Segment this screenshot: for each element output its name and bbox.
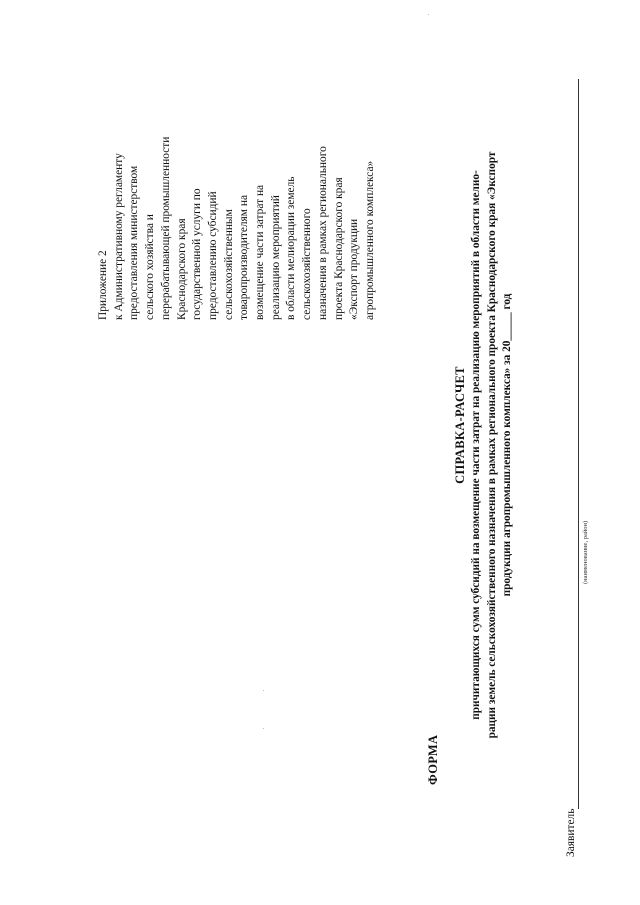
appendix-line: предоставления министерством — [128, 165, 141, 320]
appendix-line: назначения в рамках регионального — [316, 146, 329, 320]
appendix-line: проекта Краснодарского края — [332, 177, 345, 320]
appendix-line: в области мелиорации земель — [285, 176, 298, 320]
appendix-line: агропромышленного комплекса» — [363, 160, 376, 320]
appendix-line: реализацию мероприятий — [269, 195, 282, 320]
applicant-label: Заявитель — [565, 808, 577, 857]
form-label: ФОРМА — [426, 734, 440, 785]
applicant-hint: (наименование, район) — [582, 520, 589, 584]
appendix-line: перерабатывающей промышленности — [159, 136, 172, 320]
document-subtitle — [469, 45, 516, 845]
appendix-line: «Экспорт продукции — [348, 218, 361, 320]
appendix-line: государственной услуги по — [191, 188, 204, 320]
subtitle-line: причитающихся сумм субсидий на возмещение части затрат на реализацию мероприятий в области мелио- — [470, 170, 482, 720]
appendix-line: сельского хозяйства и — [144, 214, 157, 320]
document-title: СПРАВКА-РАСЧЕТ — [453, 366, 467, 484]
subtitle-line: рации земель сельскохозяйственного назначения в рамках регионального проекта Краснодарского края «Экспорт — [485, 151, 498, 739]
appendix-line: возмещение части затрат на — [254, 184, 267, 320]
appendix-line: сельскохозяйственного — [301, 208, 314, 320]
scan-speck — [263, 690, 264, 691]
appendix-block — [96, 10, 379, 320]
appendix-line: Приложение 2 — [97, 250, 109, 320]
appendix-line: товаропроизводителям на — [238, 194, 251, 320]
appendix-line: сельскохозяйственным — [222, 209, 235, 320]
appendix-line: к Административному регламенту — [112, 153, 125, 320]
appendix-line: предоставлению субсидий — [206, 191, 219, 320]
applicant-underline — [578, 79, 579, 809]
scan-speck — [263, 728, 264, 729]
appendix-line: Краснодарского края — [175, 218, 188, 320]
scan-speck — [428, 14, 429, 15]
subtitle-line: продукции агропромышленного комплекса» за 20_____ год — [501, 293, 514, 597]
